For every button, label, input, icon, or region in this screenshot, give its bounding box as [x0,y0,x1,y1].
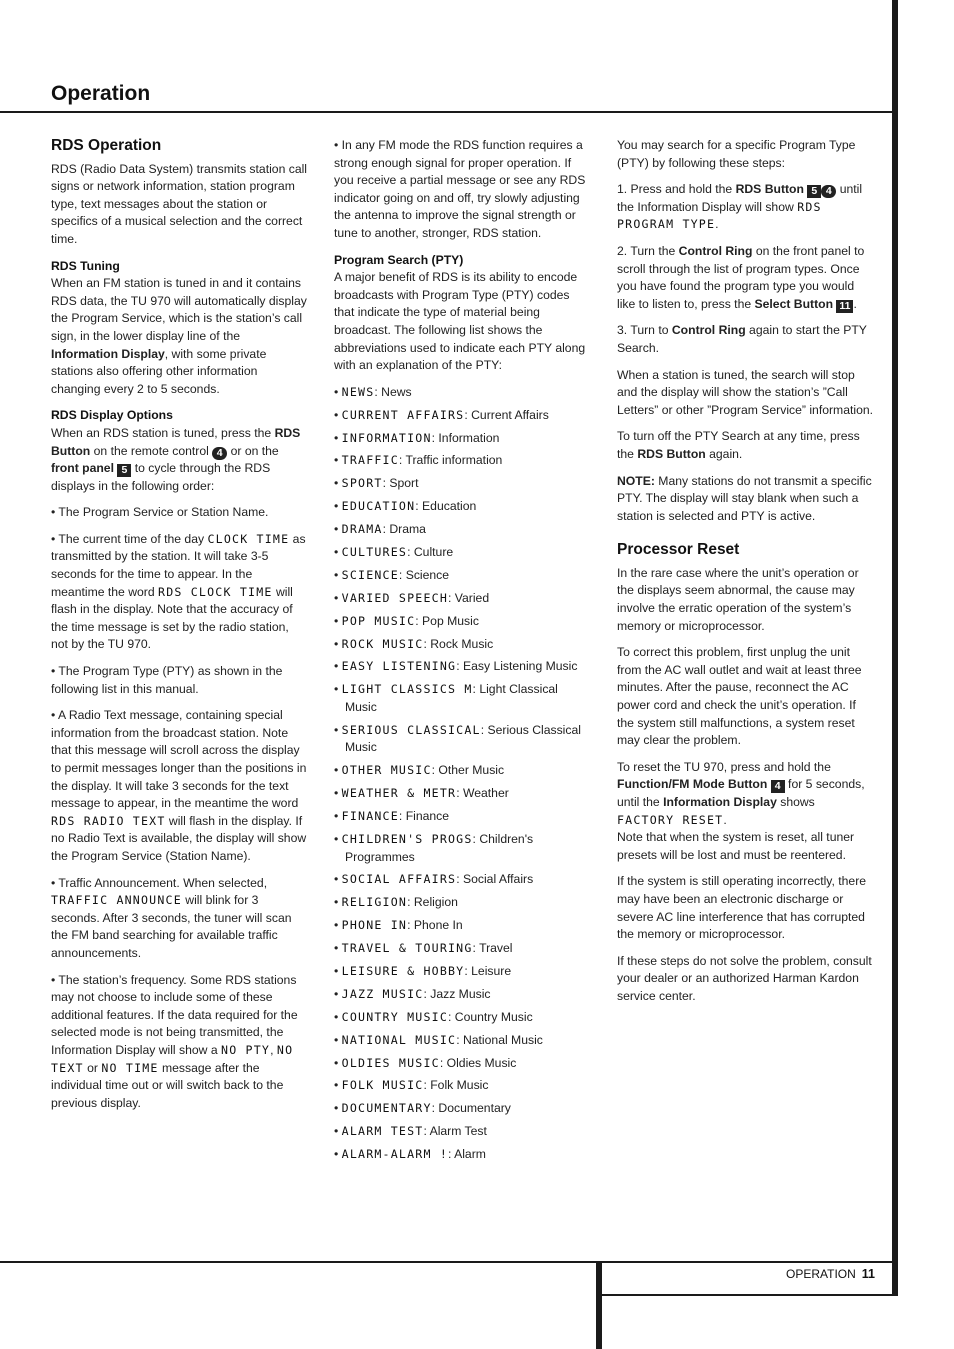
pty-list-item: • WEATHER & METR: Weather [334,786,509,801]
column-right [617,137,875,1015]
reset-para-4: If the system is still operating incorrectly, there may have been an electronic discharge or severe AC line interference that has corrupted the memory or microprocessor. [617,874,867,942]
pty-step-1: 1. Press and hold the RDS Button 5 4 until the Information Display will show RDS PROGRAM TYPE. [617,182,863,232]
pty-description: : Jazz Music [423,986,491,1001]
pty-list-item: • SOCIAL AFFAIRS: Social Affairs [334,872,534,887]
lcd-text: RDS CLOCK TIME [158,584,273,599]
pty-code: PHONE IN [341,918,408,933]
pty-list-item: • NATIONAL MUSIC: National Music [334,1032,543,1047]
pty-list-item: • ALARM-ALARM !: Alarm [334,1147,486,1162]
display-option-clock: • The current time of the day CLOCK TIME as transmitted by the station. It will take 3-5 seconds for the time to appear. In the meantime the word RDS CLOCK TIME will flash in the display. Note that the accuracy of the time message is set by the radio station, not by the TU 970. [51,531,306,652]
front-panel-number-badge: 5 [117,464,131,477]
section-heading-rds-operation: RDS Operation [51,137,162,154]
pty-code: ALARM-ALARM ! [341,1147,448,1162]
pty-list-item: • VARIED SPEECH: Varied [334,590,490,605]
pty-list-item: • SCIENCE: Science [334,567,450,582]
pty-step-2: 2. Turn the Control Ring on the front panel to scroll through the list of program types. Once you have found the program type you would like to listen to, press the Select Button 11 . [617,243,865,312]
column-left [51,137,309,1121]
pty-step-3: 3. Turn to Control Ring again to start the PTY Search. [617,323,867,355]
pty-tuned-text: When a station is tuned, the search will stop and the display will show the station’s ”Call Letters” or other ”Program Service” information. [617,367,874,417]
pty-code: JAZZ MUSIC [341,986,424,1001]
pty-code: INFORMATION [341,430,432,445]
pty-description: : National Music [456,1032,543,1047]
display-option-pty: • The Program Type (PTY) as shown in the following list in this manual. [51,664,283,696]
pty-description: : Rock Music [423,636,494,651]
pty-list-item: • TRAVEL & TOURING: Travel [334,941,513,956]
pty-code: OLDIES MUSIC [341,1055,440,1070]
pty-list-item: • NEWS: News [334,384,412,399]
subheading-program-search: Program Search (PTY) [334,252,464,267]
lcd-text: NO TIME [101,1060,159,1075]
pty-description: : Alarm [448,1147,486,1162]
pty-list-item: • LIGHT CLASSICS M: Light Classical Music [334,682,558,714]
pty-list-item: • CULTURES: Culture [334,544,454,559]
pty-intro: A major benefit of RDS is its ability to encode broadcasts with Program Type (PTY) codes that indicate the type of material being broadcast. The following list shows the abbreviations used to indicate each PTY along with an explanation of the PTY: [334,270,586,373]
page-title: Operation [51,82,151,105]
pty-description: : Children's Programmes [345,831,534,864]
pty-description: : Travel [472,941,513,956]
pty-code: CHILDREN'S PROGS [341,831,473,846]
pty-list-item: • EDUCATION: Education [334,499,477,514]
pty-list-item: • TRAFFIC: Traffic information [334,453,503,468]
display-option-frequency: • The station’s frequency. Some RDS stations may not choose to include some of these additional features. If the data required for the selected mode is not being transmitted, the Information Display will show a NO PTY, NO TEXT or NO TIME message after the individual time out or will switch back to the previous display. [51,972,298,1110]
pty-description: : Finance [398,809,450,824]
lcd-text: NO TEXT [51,1042,294,1075]
right-margin-bar [892,0,898,1296]
pty-description: : Science [398,567,450,582]
pty-turn-off-text: To turn off the PTY Search at any time, press the RDS Button again. [617,429,860,461]
pty-description: : Sport [382,476,419,491]
pty-description: : Weather [456,786,509,801]
pty-code: POP MUSIC [341,613,416,628]
subheading-rds-tuning: RDS Tuning [51,258,120,273]
pty-list-item: • DRAMA: Drama [334,522,426,537]
pty-description: : Pop Music [415,613,479,628]
pty-list-item: • OLDIES MUSIC: Oldies Music [334,1055,517,1070]
pty-list-item: • FINANCE: Finance [334,809,450,824]
pty-description: : Information [431,430,500,445]
pty-list [334,384,592,1164]
reset-para-1: In the rare case where the unit’s operation or the displays seem abnormal, the cause may involve the erratic operation of the system’s memory or microprocessor. [617,565,859,633]
pty-description: : Phone In [407,918,463,933]
pty-description: : Alarm Test [423,1124,487,1139]
pty-description: : Traffic information [398,453,503,468]
pty-description: : Light Classical Music [345,682,558,714]
footer-rule-short [596,1294,898,1296]
pty-description: : News [374,384,412,399]
lcd-text: TRAFFIC ANNOUNCE [51,893,182,908]
pty-list-item: • EASY LISTENING: Easy Listening Music [334,659,578,674]
pty-description: : Religion [407,895,458,910]
lcd-text: RDS RADIO TEXT [51,813,166,828]
pty-list-item: • CHILDREN'S PROGS: Children's Programmes [334,831,534,864]
pty-list-item: • COUNTRY MUSIC: Country Music [334,1009,533,1024]
pty-list-item: • INFORMATION: Information [334,430,500,445]
pty-code: WEATHER & METR [341,786,457,801]
pty-list-item: • RELIGION: Religion [334,895,458,910]
pty-description: : Social Affairs [456,872,534,887]
footer-section: OPERATION [786,1267,856,1281]
page-number: 11 [861,1267,876,1281]
pty-list-item: • FOLK MUSIC: Folk Music [334,1078,489,1093]
pty-code: OTHER MUSIC [341,763,432,778]
fm-signal-note: • In any FM mode the RDS function requires a strong enough signal for proper operation. If you receive a partial message or see any RDS indicator going on and off, try slowly adjusting the antenna to improve the signal strength or tune to another, stronger, RDS station. [334,138,586,240]
header-rule [0,111,892,113]
pty-description: : Education [415,499,477,514]
pty-list-item: • POP MUSIC: Pop Music [334,613,479,628]
pty-code: ROCK MUSIC [341,636,424,651]
pty-code: TRAFFIC [341,453,399,468]
rds-intro: RDS (Radio Data System) transmits station call signs or network information, station program type, text messages about the station or specifics of a musical selection and the correct time. [51,161,308,246]
front-panel-number-badge: 5 [807,185,821,198]
pty-code: DRAMA [341,522,383,537]
reset-para-2: To correct this problem, first unplug the unit from the AC wall outlet and wait at least three minutes. After the pause, reconnect the AC power cord and check the unit’s operation. If the system still malfunctions, a system reset may clear the problem. [617,645,862,748]
display-option-radio-text: • A Radio Text message, containing special information from the broadcast station. Note that this message will scroll across the display to permit messages longer than the positions in the display. It will take 3 seconds for the text message to appear, in the meantime the word RDS RADIO TEXT will flash in the display. If no Radio Text is available, the display will show the Program Service (Station Name). [51,708,307,863]
pty-code: NATIONAL MUSIC [341,1032,457,1047]
pty-code: SCIENCE [341,567,399,582]
page-footer [786,1267,875,1281]
pty-code: COUNTRY MUSIC [341,1009,448,1024]
rds-tuning-text: When an FM station is tuned in and it contains RDS data, the TU 970 will automatically display the Program Service, which is the station’s call sign, in the lower display line of the Information Display, with some private stations also offering other information changing every 2 to 5 seconds. [51,276,307,396]
pty-code: FINANCE [341,809,399,824]
lcd-text: NO PTY [221,1042,271,1057]
front-panel-number-badge: 4 [771,780,785,793]
pty-code: SOCIAL AFFAIRS [341,872,457,887]
lcd-text: FACTORY RESET [617,812,724,827]
footer-rule [0,1261,898,1263]
pty-code: RELIGION [341,895,408,910]
pty-list-item: • ROCK MUSIC: Rock Music [334,636,494,651]
front-panel-number-badge: 11 [836,300,853,313]
pty-description: : Culture [407,544,454,559]
pty-description: : Documentary [431,1101,511,1116]
pty-description: : Oldies Music [439,1055,517,1070]
pty-description: : Country Music [448,1009,533,1024]
remote-button-number-badge: 4 [212,447,227,460]
lcd-text: RDS PROGRAM TYPE [617,199,822,232]
pty-code: CURRENT AFFAIRS [341,407,465,422]
remote-button-number-badge: 4 [821,185,836,198]
pty-description: : Current Affairs [464,407,549,422]
pty-description: : Folk Music [423,1078,489,1093]
lcd-text: CLOCK TIME [207,531,290,546]
section-heading-processor-reset: Processor Reset [617,541,740,559]
pty-code: LIGHT CLASSICS M [341,682,473,697]
display-option-traffic: • Traffic Announcement. When selected, TRAFFIC ANNOUNCE will blink for 3 seconds. After 3 seconds, the tuner will scan the FM band searching for available traffic announcements. [51,875,292,960]
pty-code: FOLK MUSIC [341,1078,424,1093]
reset-para-3: To reset the TU 970, press and hold the Function/FM Mode Button 4 for 5 seconds, until the Information Display shows FACTORY RESET. Note that when the system is reset, all tuner presets will be lost and must be reentered. [617,759,865,862]
pty-description: : Easy Listening Music [456,659,578,674]
pty-description: : Other Music [431,763,505,778]
pty-code: CULTURES [341,544,408,559]
pty-list-item: • PHONE IN: Phone In [334,918,463,933]
pty-code: EDUCATION [341,499,416,514]
pty-note: NOTE: Many stations do not transmit a specific PTY. The display will stay blank when such a station is selected and PTY is active. [617,473,872,523]
display-option-station-name: • The Program Service or Station Name. [51,505,269,520]
pty-list-item: • JAZZ MUSIC: Jazz Music [334,986,491,1001]
pty-description: : Varied [448,590,490,605]
column-middle [334,137,592,1169]
pty-code: NEWS [341,384,375,399]
pty-description: : Serious Classical Music [345,722,581,755]
pty-code: SPORT [341,476,383,491]
pty-code: LEISURE & HOBBY [341,963,465,978]
pty-description: : Drama [382,522,426,537]
pty-list-item: • SPORT: Sport [334,476,419,491]
pty-list-item: • CURRENT AFFAIRS: Current Affairs [334,407,549,422]
rds-display-options-text: When an RDS station is tuned, press the RDS Button on the remote control 4 or on the front panel 5 to cycle through the RDS displays in the following order: [51,425,301,493]
pty-list-item: • SERIOUS CLASSICAL: Serious Classical Music [334,722,581,755]
pty-search-intro: You may search for a specific Program Type (PTY) by following these steps: [617,138,856,170]
pty-list-item: • DOCUMENTARY: Documentary [334,1101,511,1116]
pty-code: TRAVEL & TOURING [341,941,473,956]
pty-code: SERIOUS CLASSICAL [341,722,481,737]
footer-divider-bar [596,1262,602,1349]
pty-code: EASY LISTENING [341,659,457,674]
pty-code: ALARM TEST [341,1124,424,1139]
pty-code: VARIED SPEECH [341,590,448,605]
pty-list-item: • LEISURE & HOBBY: Leisure [334,963,512,978]
pty-code: DOCUMENTARY [341,1101,432,1116]
reset-para-5: If these steps do not solve the problem, consult your dealer or an authorized Harman Kardon service center. [617,953,872,1003]
subheading-rds-display-options: RDS Display Options [51,408,173,423]
pty-list-item: • OTHER MUSIC: Other Music [334,763,505,778]
pty-list-item: • ALARM TEST: Alarm Test [334,1124,487,1139]
pty-description: : Leisure [464,963,512,978]
